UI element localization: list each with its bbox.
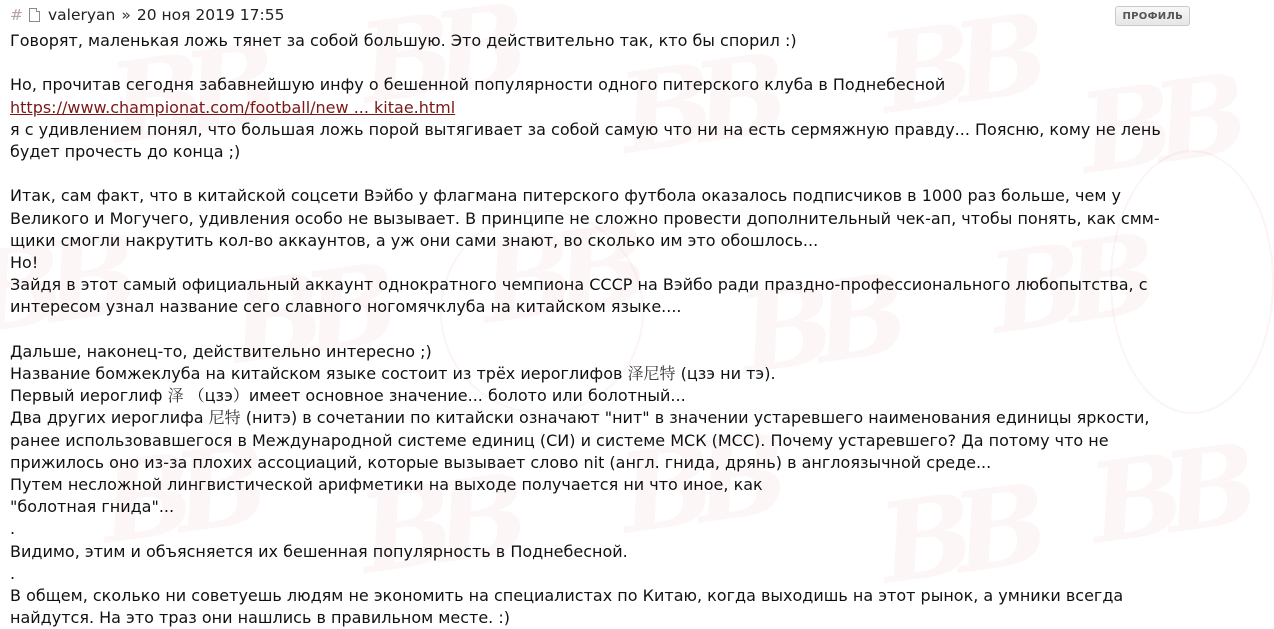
article-link[interactable]: https://www.championat.com/football/new ... kitae.html [10,97,456,117]
post-date: 20 ноя 2019 17:55 [136,6,285,24]
text-line: Но! [10,253,39,272]
separator: » [121,6,131,24]
profile-button[interactable]: ПРОФИЛЬ [1115,6,1190,26]
author-link[interactable]: valeryan [48,6,116,24]
text-line: Говорят, маленькая ложь тянет за собой большую. Это действительно так, кто бы спорил :) [10,31,797,50]
text-line: Зайдя в этот самый официальный аккаунт однократного чемпиона СССР на Вэйбо ради праздно-профессионального любопытства, с интересом узнал название сего славного ногомячклуба на китайском языке.... [10,275,1148,317]
text-line: Первый иероглиф 泽 （цзэ）имеет основное значение... болото или болотный... [10,386,686,406]
text-line: Итак, сам факт, что в китайской соцсети Вэйбо у флагмана питерского футбола оказалось подписчиков в 1000 раз больше, чем у Великого и Могучего, удивления особо не вызывает. В принципе не сложно провести дополнительный чек-ап, чтобы понять, как смм-щики смогли накрутить кол-во аккаунтов, а уж они сами знают, во сколько им это обошлось... [10,186,1160,250]
text-line: Дальше, наконец-то, действительно интересно ;) [10,341,432,361]
text-line: Два других иероглифа 尼特 (нитэ) в сочетании по китайски означают "нит" в значении устаревшего наименования единицы яркости, ранее использовавшегося в Международной системе единиц (СИ) и системе МСК (МСС). Почему устаревшего? Да потому что не прижилось оно из-за плохих ассоциаций, которые вызывает слово nit (англ. гнида, дрянь) в англоязычной среде... [10,408,1150,472]
text-line: Путем несложной лингвистической арифметики на выходе получается ни что иное, как [10,475,763,495]
text-line: В общем, сколько ни советуешь людям не экономить на специалистах по Китаю, когда выходишь на этот рынок, а умники всегда найдутся. На это траз они нашлись в правильном месте. :) [10,586,1124,628]
text-line: . [10,563,16,583]
text-line: Но, прочитав сегодня забавнейшую инфу о бешенной популярности одного питерского клуба в Поднебесной [10,75,946,95]
post-header [10,0,1188,30]
post-permalink-hash-icon[interactable]: # [10,6,23,24]
post-body [10,30,1188,629]
chinese-text: 泽尼特 [627,364,676,383]
text-line: я с удивлением понял, что большая ложь порой вытягивает за собой самую что ни на есть сермяжную правду... Поясню, кому не лень будет прочесть до конца ;) [10,119,1161,161]
text-line: "болотная гнида"... [10,497,175,517]
chinese-text: 泽 [167,386,184,406]
text-line: Название бомжеклуба на китайском языке состоит из трёх иероглифов 泽尼特 (цзэ ни тэ). [10,364,776,383]
text-line: . [10,519,16,539]
text-line: Видимо, этим и объясняется их бешенная популярность в Поднебесной. [10,541,628,561]
document-icon[interactable] [29,8,40,22]
chinese-text: 尼特 [208,408,241,428]
